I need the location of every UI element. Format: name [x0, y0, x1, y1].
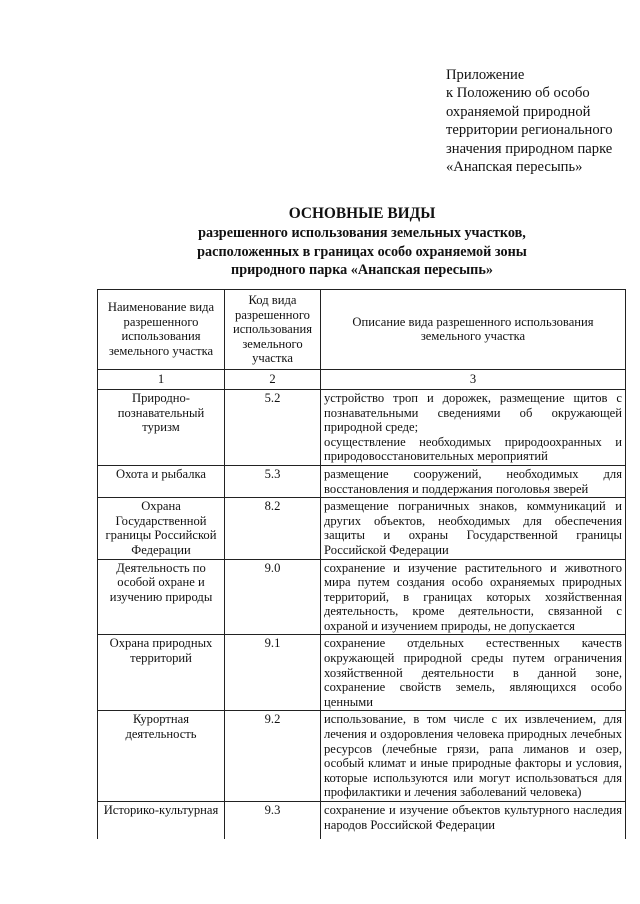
row-code	[225, 802, 321, 840]
row-description: сохранение отдельных естественных качеств окружающей природной среды путем ограничения хозяйственной деятельности в данной зоне, сохранение свойств земель, являющихся особо ценными	[321, 635, 626, 711]
annex-line: «Анапская пересыпь»	[446, 159, 583, 176]
row-description	[321, 802, 626, 840]
annex-line: территории регионального	[446, 122, 613, 139]
column-number: 2	[225, 369, 321, 389]
row-name: Природно-познавательный туризм	[98, 389, 225, 465]
table-row	[98, 498, 626, 559]
title-line: разрешенного использования земельных участков,	[198, 225, 526, 242]
row-name: Охота и рыбалка	[98, 465, 225, 497]
row-code-text: 9.3	[264, 803, 281, 817]
column-number: 3	[321, 369, 626, 389]
row-description-text: сохранение и изучение объектов культурного наследия народов Российской Федерации	[324, 803, 622, 832]
row-code: 8.2	[225, 498, 321, 559]
row-code: 5.2	[225, 389, 321, 465]
row-description: размещение пограничных знаков, коммуникаций и других объектов, необходимых для обеспечения защиты и охраны Государственной границы Российской Федерации	[321, 498, 626, 559]
annex-line: Приложение	[446, 67, 525, 83]
row-code: 9.2	[225, 711, 321, 802]
table-body	[98, 389, 626, 839]
header-code: Код вида разрешенного использования земельного участка	[225, 290, 321, 370]
table-row	[98, 711, 626, 802]
document-title	[100, 205, 624, 280]
row-name: Деятельность по особой охране и изучению природы	[98, 559, 225, 635]
annex-line: к Положению об особо	[446, 85, 590, 102]
row-description: устройство троп и дорожек, размещение щитов с познавательными сведениями об окружающей природной среде; осуществление необходимых природоохранных и природовосстановительных мероприятий	[321, 389, 626, 465]
annex-note	[446, 66, 613, 176]
row-code: 5.3	[225, 465, 321, 497]
table-row	[98, 802, 626, 840]
annex-line: охраняемой природной	[446, 103, 591, 120]
row-name: Охрана Государственной границы Российской Федерации	[98, 498, 225, 559]
table-row	[98, 389, 626, 465]
column-number: 1	[98, 369, 225, 389]
row-code: 9.0	[225, 559, 321, 635]
row-description: сохранение и изучение растительного и животного мира путем создания особо охраняемых природных территорий, в границах которых хозяйственная деятельность, кроме деятельности, связанной с охраной и изучением природы, не допускается	[321, 559, 626, 635]
table-row	[98, 635, 626, 711]
row-name	[98, 802, 225, 840]
row-code: 9.1	[225, 635, 321, 711]
row-description: размещение сооружений, необходимых для восстановления и поддержания поголовья зверей	[321, 465, 626, 497]
land-use-table	[97, 289, 626, 839]
column-number-row	[98, 369, 626, 389]
row-description: использование, в том числе с их извлечением, для лечения и оздоровления человека природных лечебных ресурсов (лечебные грязи, рапа лиманов и озер, особый климат и иные природные факторы и условия, которые используются или могут использоваться для профилактики и лечения заболеваний человека)	[321, 711, 626, 802]
table-row	[98, 465, 626, 497]
annex-line: значения природном парке	[446, 140, 613, 157]
header-name: Наименование вида разрешенного использования земельного участка	[98, 290, 225, 370]
row-name: Курортная деятельность	[98, 711, 225, 802]
row-name-text: Историко-культурная	[103, 803, 219, 817]
title-main: ОСНОВНЫЕ ВИДЫ	[288, 205, 436, 222]
title-line: расположенных в границах особо охраняемой зоны	[197, 243, 527, 260]
title-line: природного парка «Анапская пересыпь»	[231, 262, 493, 279]
table-row	[98, 559, 626, 635]
table-header-row	[98, 290, 626, 370]
header-description: Описание вида разрешенного использования земельного участка	[321, 290, 626, 370]
row-name: Охрана природных территорий	[98, 635, 225, 711]
